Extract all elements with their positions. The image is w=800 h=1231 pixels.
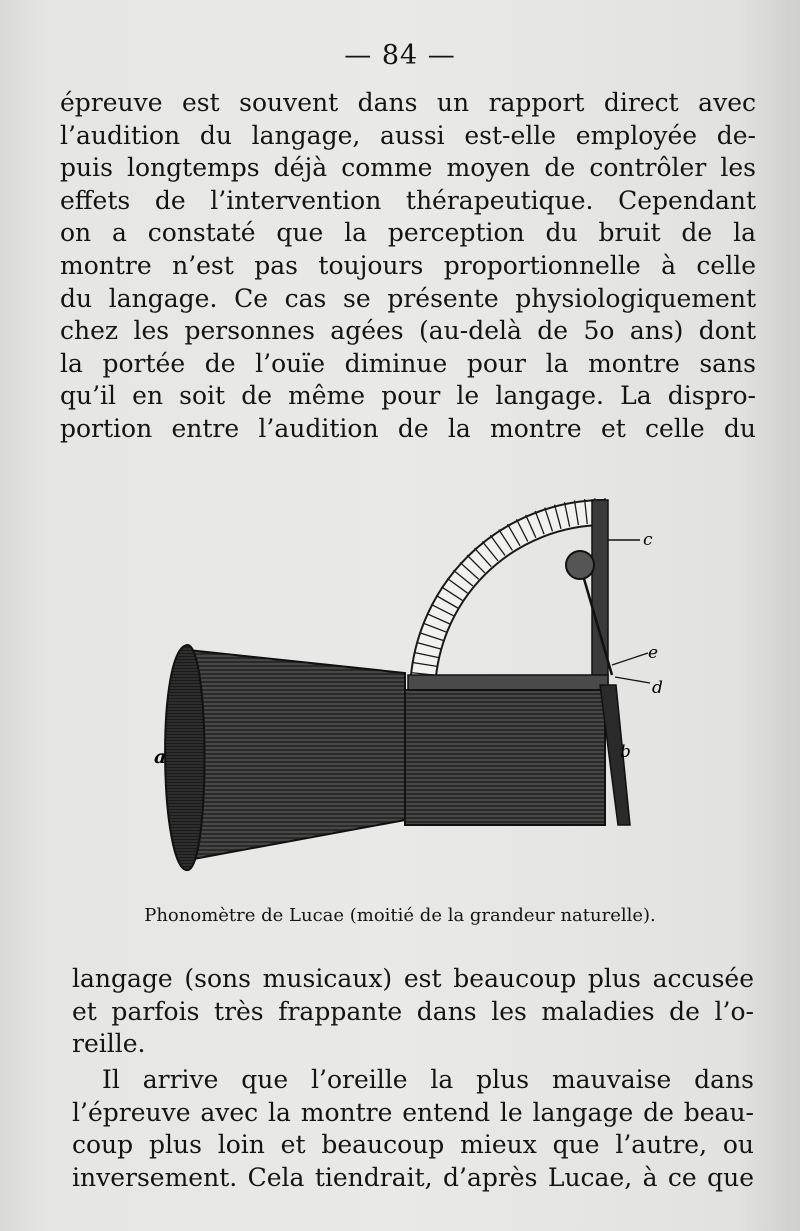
pendulum-bob bbox=[566, 551, 594, 579]
paragraph-3 bbox=[72, 1064, 754, 1194]
label-c: c bbox=[643, 530, 653, 550]
page-number: — 84 — bbox=[344, 40, 456, 71]
text-line: du langage. Ce cas se présente physiologiquement bbox=[60, 283, 756, 313]
cylinder bbox=[405, 690, 605, 825]
text-line: effets de l’intervention thérapeutique. Cependant bbox=[60, 185, 756, 215]
phonometer-illustration bbox=[150, 495, 670, 890]
text-line: l’audition du langage, aussi est-elle employée de- bbox=[60, 120, 756, 150]
label-e: e bbox=[648, 643, 659, 663]
figure-caption: Phonomètre de Lucae (moitié de la grandeur naturelle). bbox=[144, 905, 656, 926]
paragraph-2 bbox=[72, 963, 754, 1061]
text-line: l’épreuve avec la montre entend le langage de beau- bbox=[72, 1097, 754, 1127]
text-line: langage (sons musicaux) est beaucoup plus accusée bbox=[72, 964, 754, 993]
text-line: puis longtemps déjà comme moyen de contrôler les bbox=[60, 153, 756, 183]
label-d: d bbox=[652, 678, 663, 698]
text-line: la portée de l’ouïe diminue pour la montre sans bbox=[60, 348, 756, 378]
funnel-rim bbox=[165, 645, 204, 870]
text-line: Il arrive que l’oreille la plus mauvaise dans bbox=[102, 1065, 754, 1094]
text-line: on a constaté que la perception du bruit de la bbox=[60, 218, 756, 248]
base-bar bbox=[408, 675, 608, 691]
text-line: coup plus loin et beaucoup mieux que l’autre, ou bbox=[72, 1130, 754, 1160]
paragraph-1 bbox=[60, 87, 756, 446]
text-line: chez les personnes agées (au-delà de 5o ans) dont bbox=[60, 316, 756, 346]
text-line: épreuve est souvent dans un rapport direct avec bbox=[60, 88, 756, 117]
graduated-arc bbox=[410, 500, 605, 693]
text-line: portion entre l’audition de la montre et celle du bbox=[60, 413, 756, 443]
support-post bbox=[592, 500, 608, 690]
text-line: et parfois très frappante dans les maladies de l’o- bbox=[72, 996, 754, 1026]
funnel-body bbox=[188, 650, 405, 860]
text-line: qu’il en soit de même pour le langage. La dispro- bbox=[60, 381, 756, 411]
label-a: a bbox=[154, 746, 167, 768]
text-line: inversement. Cela tiendrait, d’après Lucae, à ce que bbox=[72, 1162, 754, 1192]
text-line: montre n’est pas toujours proportionnelle à celle bbox=[60, 250, 756, 280]
text-line: reille. bbox=[72, 1029, 146, 1059]
label-b: b bbox=[620, 742, 631, 762]
